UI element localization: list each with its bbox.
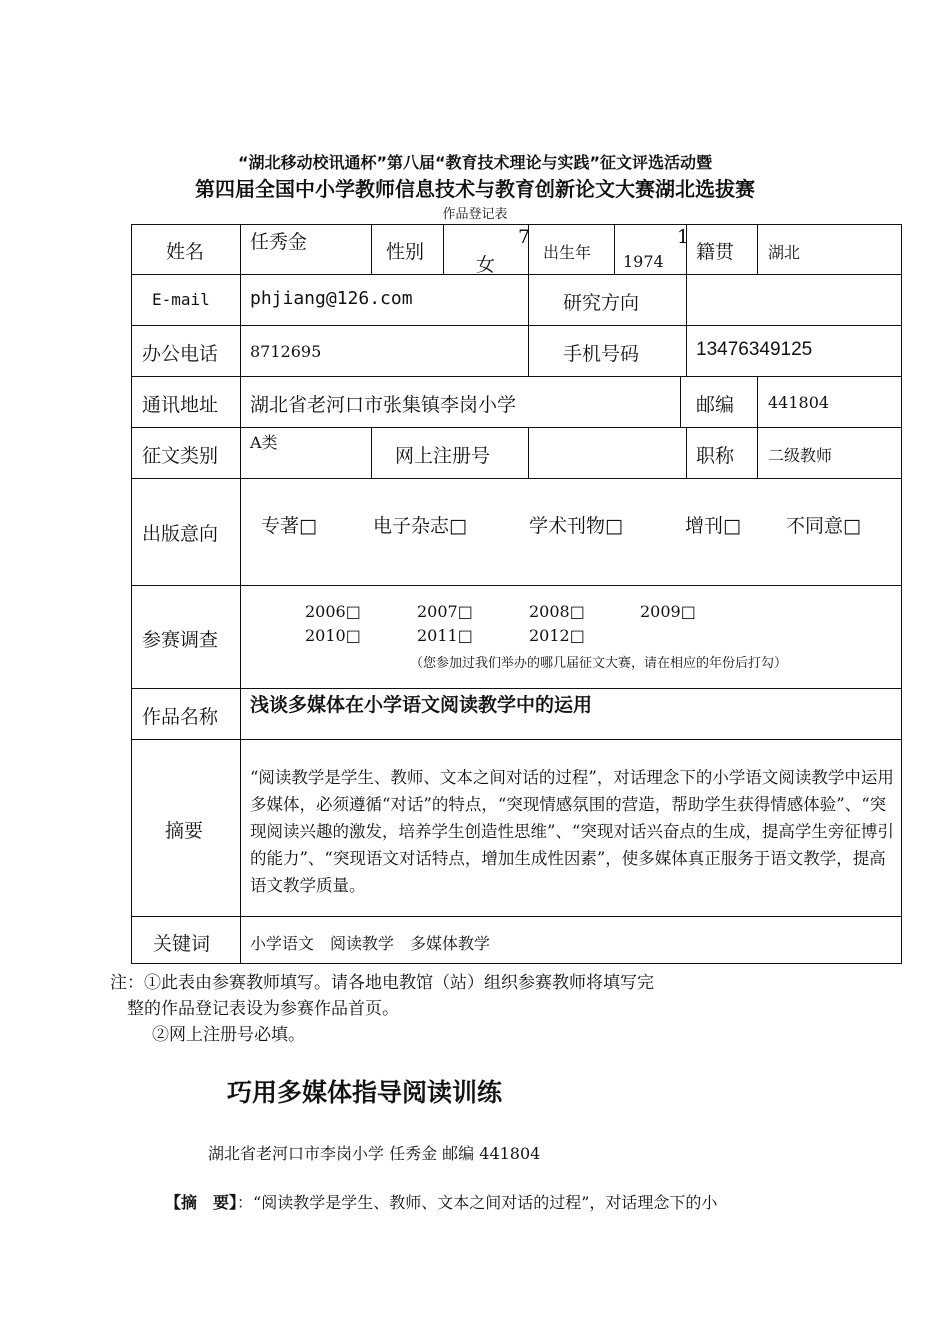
category-label: 征文类别 [142,445,219,467]
research-label: 研究方向 [563,292,640,314]
birth-fragment: 1 [677,226,690,248]
gender-fragment: 7 [518,226,531,248]
survey-note: （您参加过我们举办的哪几届征文大赛，请在相应的年份后打勾） [410,656,788,671]
gender-label: 性别 [386,241,425,263]
work-name-value: 浅谈多媒体在小学语文阅读教学中的运用 [250,694,593,716]
office-phone-label: 办公电话 [142,343,219,365]
header-line-2: 第四届全国中小学教师信息技术与教育创新论文大赛湖北选拔赛 [195,177,755,201]
publish-option-disagree[interactable]: 不同意□ [786,515,861,537]
gender-value: 女 [476,254,496,276]
publish-option-journal[interactable]: 学术刊物□ [529,515,623,537]
essay-abstract-label: 【摘 要】 [165,1193,238,1212]
publish-label: 出版意向 [142,523,219,545]
postcode-label: 邮编 [696,394,735,416]
job-title-value: 二级教师 [768,446,833,465]
postcode-value: 441804 [768,393,830,412]
form-subtitle: 作品登记表 [442,207,508,222]
birth-value: 1974 [623,252,664,271]
native-label: 籍贯 [696,241,735,263]
publish-option-supplement[interactable]: 增刊□ [685,515,741,537]
mobile-label: 手机号码 [563,343,640,365]
publish-option-monograph[interactable]: 专著□ [261,515,317,537]
abstract-value: “阅读教学是学生、教师、文本之间对话的过程”，对话理念下的小学语文阅读教学中运用多媒体，必须遵循“对话”的特点，“突现情感氛围的营造，帮助学生获得情感体验”、“突现阅读兴趣的激发，培养学生创造性思维”、“突现对话兴奋点的生成，提高学生旁征博引的能力”、“突现语文对话特点，增加生成性因素”，使多媒体真正服务于语文教学，提高语文教学质量。 [250,768,894,895]
survey-year-2009[interactable]: 2009□ [640,602,696,621]
mobile-value: 13476349125 [696,339,813,360]
abstract-label: 摘要 [165,820,204,842]
survey-year-2010[interactable]: 2010□ [305,626,361,645]
job-title-label: 职称 [696,445,735,467]
survey-year-2012[interactable]: 2012□ [529,626,585,645]
survey-year-2006[interactable]: 2006□ [305,602,361,621]
address-value: 湖北省老河口市张集镇李岗小学 [250,394,517,416]
survey-year-2007[interactable]: 2007□ [417,602,473,621]
note-1-line-2: 整的作品登记表设为参赛作品首页。 [127,999,399,1019]
survey-label: 参赛调查 [142,629,219,651]
name-value: 任秀金 [250,231,308,253]
category-value: A类 [250,433,278,452]
office-phone-value: 8712695 [250,342,322,361]
email-label: E-mail [152,290,210,309]
email-value: phjiang@126.com [250,288,413,309]
header-line-1: “湖北移动校讯通杯”第八届“教育技术理论与实践”征文评选活动暨 [237,153,713,172]
keywords-value: 小学语文 阅读教学 多媒体教学 [250,934,491,953]
essay-author-line: 湖北省老河口市李岗小学 任秀金 邮编 441804 [208,1144,541,1163]
essay-title: 巧用多媒体指导阅读训练 [227,1078,503,1107]
work-name-label: 作品名称 [142,706,219,728]
essay-abstract-line [165,1190,717,1213]
survey-year-2008[interactable]: 2008□ [529,602,585,621]
publish-option-ejournal[interactable]: 电子杂志□ [373,515,467,537]
birth-label: 出生年 [543,243,592,262]
note-2: ②网上注册号必填。 [152,1025,305,1045]
online-reg-label: 网上注册号 [395,445,491,467]
survey-year-2011[interactable]: 2011□ [417,626,473,645]
native-value: 湖北 [768,243,801,262]
name-label: 姓名 [166,241,205,263]
note-1-line-1: 注：①此表由参赛教师填写。请各地电教馆（站）组织参赛教师将填写完 [110,973,654,993]
essay-abstract-start: ：“阅读教学是学生、教师、文本之间对话的过程”，对话理念下的小 [237,1193,718,1212]
address-label: 通讯地址 [142,394,219,416]
keywords-label: 关键词 [153,933,211,955]
